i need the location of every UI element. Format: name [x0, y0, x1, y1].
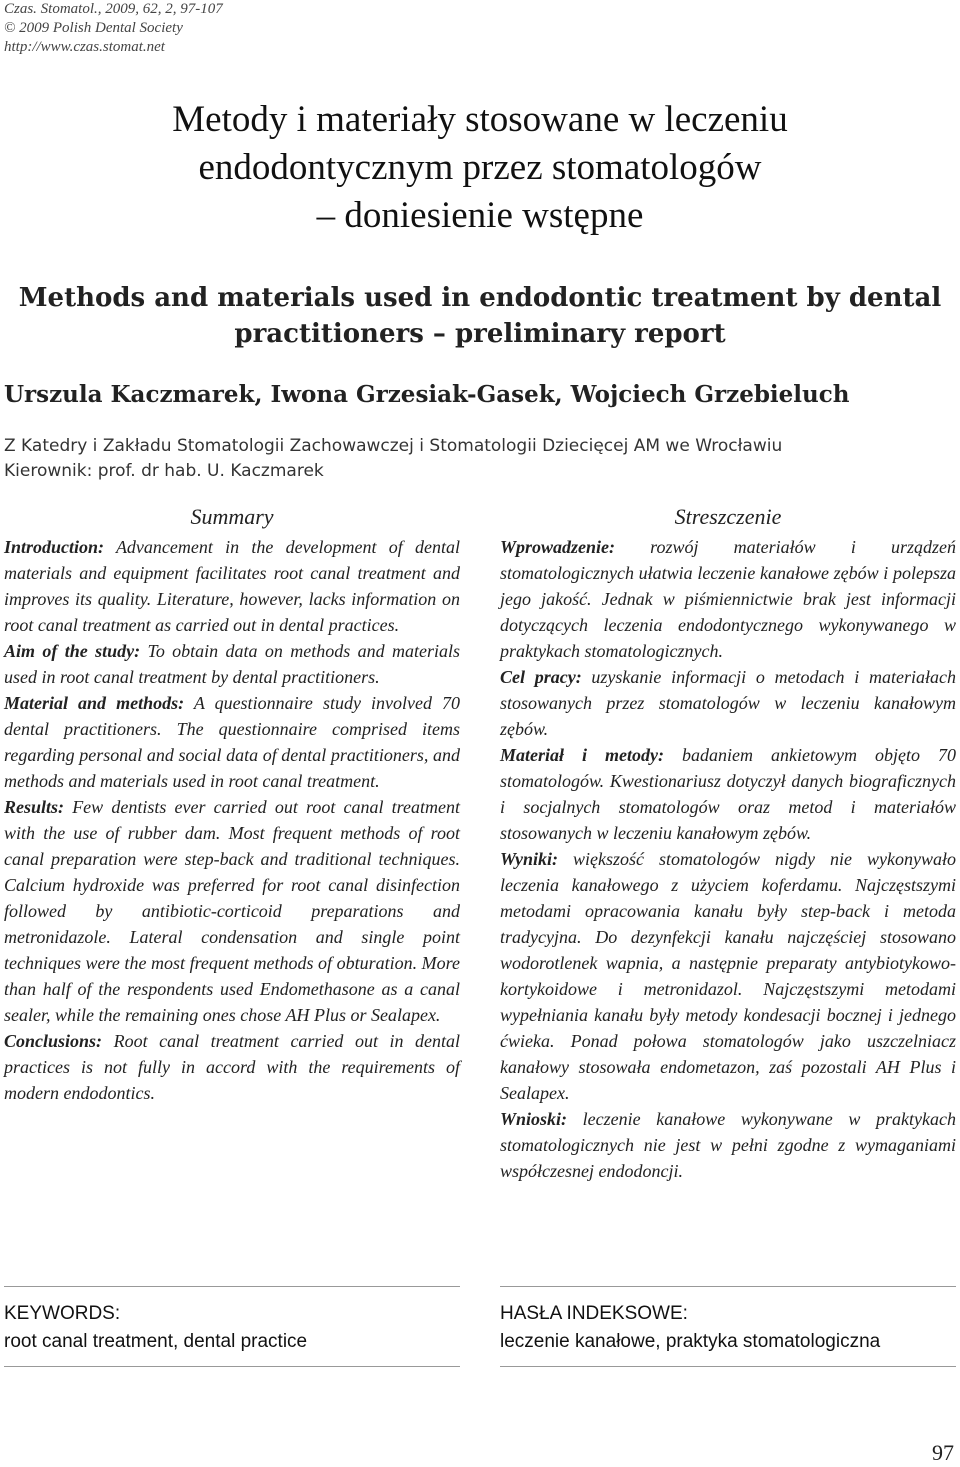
- summary-methods-text: A questionnaire study involved 70 dental practitioners. The questionnaire comprised items regarding personal and social data of dental practitioners, and methods and materials used in root canal treatment.: [4, 693, 461, 791]
- streszczenie-methods-text: badaniem ankietowym objęto 70 stomatologów. Kwestionariusz dotyczył danych biograficznych i socjalnych stomatologów oraz metod i materiałów stosowanych w leczeniu kanałowym zębów.: [500, 745, 956, 843]
- streszczenie-results: [500, 846, 956, 1106]
- title-polish-line-2: endodontycznym przez stomatologów: [198, 147, 762, 188]
- keywords-english-text: root canal treatment, dental practice: [4, 1331, 308, 1352]
- summary-results-text: Few dentists ever carried out root canal treatment with the use of rubber dam. Most frequent methods of root canal preparation were step-back and traditional techniques. Calcium hydroxide was preferred for root canal disinfection followed by antibiotic-corticoid preparations and metronidazole. Lateral condensation and single point techniques were the most frequent methods of obturation. More than half of the respondents used Endomethasone as a canal sealer, while the remaining ones chose AH Plus or Sealapex.: [4, 797, 460, 1025]
- summary-aim-label: Aim of the study:: [4, 641, 141, 661]
- streszczenie-conclusions: [500, 1106, 956, 1184]
- keywords-bottom-divider-left: [4, 1366, 460, 1367]
- affiliation-line-1: Z Katedry i Zakładu Stomatologii Zachowawczej i Stomatologii Dziecięcej AM we Wrocławiu: [4, 436, 783, 456]
- summary-column: [4, 502, 460, 1106]
- summary-methods-label: Material and methods:: [4, 693, 185, 713]
- journal-url: http://www.czas.stomat.net: [4, 39, 165, 55]
- affiliation: [4, 434, 782, 484]
- summary-results: [4, 794, 460, 1028]
- page-number: 97: [932, 1440, 954, 1465]
- summary-aim: [4, 638, 460, 690]
- title-polish-line-1: Metody i materiały stosowane w leczeniu: [172, 99, 788, 140]
- keywords-english: [4, 1300, 460, 1356]
- authors: Urszula Kaczmarek, Iwona Grzesiak-Gasek, Wojciech Grzebieluch: [4, 381, 850, 408]
- streszczenie-aim-label: Cel pracy:: [500, 667, 582, 687]
- summary-heading: Summary: [190, 504, 274, 529]
- summary-conclusions: [4, 1028, 460, 1106]
- journal-header: [4, 0, 223, 57]
- copyright-line: © 2009 Polish Dental Society: [4, 20, 183, 36]
- streszczenie-aim: [500, 664, 956, 742]
- summary-introduction: [4, 534, 460, 638]
- summary-conclusions-text: Root canal treatment carried out in dental practices is not fully in accord with the requirements of modern endodontics.: [4, 1031, 460, 1103]
- summary-methods: [4, 690, 460, 794]
- streszczenie-conclusions-text: leczenie kanałowe wykonywane w praktykach stomatologicznych nie jest w pełni zgodne z wymaganiami współczesnej endodoncji.: [500, 1109, 956, 1181]
- title-polish-line-3: – doniesienie wstępne: [316, 195, 644, 236]
- keywords-polish: [500, 1300, 956, 1356]
- journal-citation: Czas. Stomatol., 2009, 62, 2, 97-107: [4, 1, 223, 17]
- summary-introduction-text: Advancement in the development of dental materials and equipment facilitates root canal treatment and improves its quality. Literature, however, lacks information on root canal treatment as carried out in dental practices.: [4, 537, 460, 635]
- summary-conclusions-label: Conclusions:: [4, 1031, 103, 1051]
- keywords-top-divider-left: [4, 1286, 460, 1287]
- streszczenie-results-label: Wyniki:: [500, 849, 559, 869]
- title-english-line-1: Methods and materials used in endodontic treatment by dental: [18, 283, 942, 313]
- streszczenie-column: [500, 502, 956, 1184]
- keywords-polish-label: HASŁA INDEKSOWE:: [500, 1303, 688, 1324]
- streszczenie-methods-label: Materiał i metody:: [500, 745, 664, 765]
- streszczenie-introduction: [500, 534, 956, 664]
- streszczenie-introduction-text: rozwój materiałów i urządzeń stomatologicznych ułatwia leczenie kanałowe zębów i polepsza jego jakość. Jednak w piśmiennictwie brak jest informacji dotyczących leczenia endodontycznego wykonywanego w praktykach stomatologicznych.: [500, 537, 956, 661]
- keywords-polish-text: leczenie kanałowe, praktyka stomatologiczna: [500, 1331, 881, 1352]
- keywords-top-divider-right: [500, 1286, 956, 1287]
- streszczenie-results-text: większość stomatologów nigdy nie wykonywało leczenia kanałowego z użyciem koferdamu. Najczęstszymi metodami opracowania kanału były step-back i metoda tradycyjna. Do dezynfekcji kanału najczęściej stosowano wodorotlenek wapnia, a następnie preparaty antybiotykowo-kortykoidowe i metronidazol. Najczęstszymi metodami wypełniania kanału były metody kondesacji bocznej i jednego ćwieka. Ponad połowa stomatologów jako uszczelniacz kanałowy stosowała endometazon, zaś pozostali AH Plus i Sealapex.: [500, 849, 956, 1103]
- summary-introduction-label: Introduction:: [4, 537, 105, 557]
- title-polish: [0, 96, 960, 240]
- keywords-english-label: KEYWORDS:: [4, 1303, 121, 1324]
- streszczenie-conclusions-label: Wnioski:: [500, 1109, 568, 1129]
- keywords-bottom-divider-right: [500, 1366, 956, 1367]
- streszczenie-heading: Streszczenie: [674, 504, 782, 529]
- title-english-line-2: practitioners – preliminary report: [234, 319, 726, 349]
- summary-aim-text: To obtain data on methods and materials used in root canal treatment by dental practitioners.: [4, 641, 460, 687]
- streszczenie-aim-text: uzyskanie informacji o metodach i materiałach stosowanych przez stomatologów w leczeniu kanałowym zębów.: [500, 667, 956, 739]
- affiliation-line-2: Kierownik: prof. dr hab. U. Kaczmarek: [4, 461, 324, 481]
- summary-results-label: Results:: [4, 797, 65, 817]
- streszczenie-methods: [500, 742, 956, 846]
- title-english: [0, 280, 960, 352]
- streszczenie-introduction-label: Wprowadzenie:: [500, 537, 616, 557]
